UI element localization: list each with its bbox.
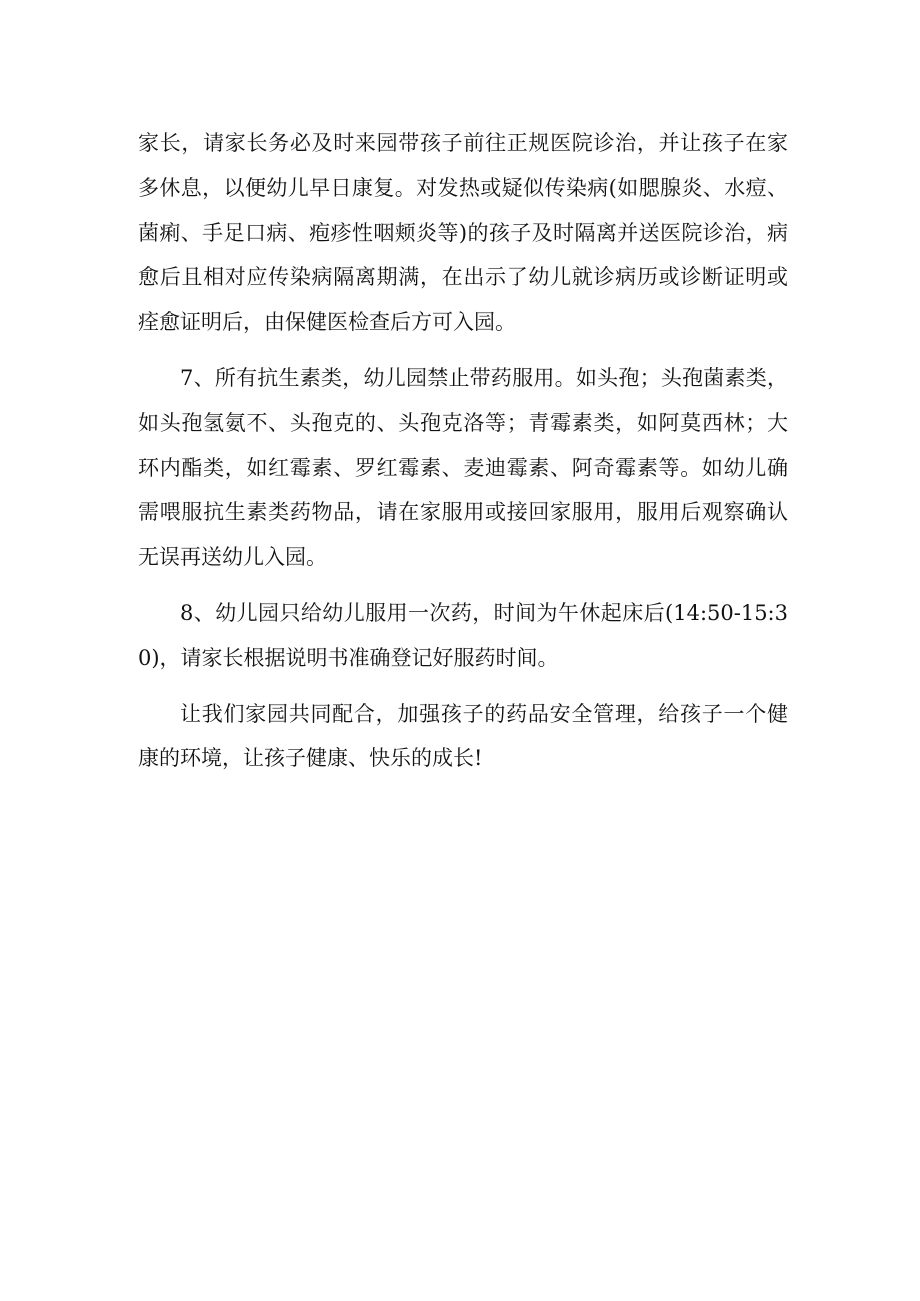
paragraph-gap	[138, 580, 788, 591]
paragraph-item-7: 7、所有抗生素类，幼儿园禁止带药服用。如头孢；头孢菌素类，如头孢氢氨不、头孢克的、头孢克洛等；青霉素类，如阿莫西林；大环内酯类，如红霉素、罗红霉素、麦迪霉素、阿奇霉素等。如幼儿确需喂服抗生素类药物品，请在家服用或接回家服用，服用后观察确认无误再送幼儿入园。	[138, 365, 788, 570]
paragraph-gap	[138, 345, 788, 356]
document-body	[138, 121, 788, 781]
paragraph-gap	[138, 681, 788, 692]
paragraph-item-8: 8、幼儿园只给幼儿服用一次药，时间为午休起床后(14:50-15:30)，请家长根据说明书准确登记好服药时间。	[138, 600, 788, 670]
paragraph-closing: 让我们家园共同配合，加强孩子的药品安全管理，给孩子一个健康的环境，让孩子健康、快乐的成长!	[138, 701, 788, 771]
paragraph-continuation: 家长，请家长务必及时来园带孩子前往正规医院诊治，并让孩子在家多休息，以便幼儿早日康复。对发热或疑似传染病(如腮腺炎、水痘、菌痢、手足口病、疱疹性咽颊炎等)的孩子及时隔离并送医院诊治，病愈后且相对应传染病隔离期满，在出示了幼儿就诊病历或诊断证明或痊愈证明后，由保健医检查后方可入园。	[138, 131, 788, 335]
